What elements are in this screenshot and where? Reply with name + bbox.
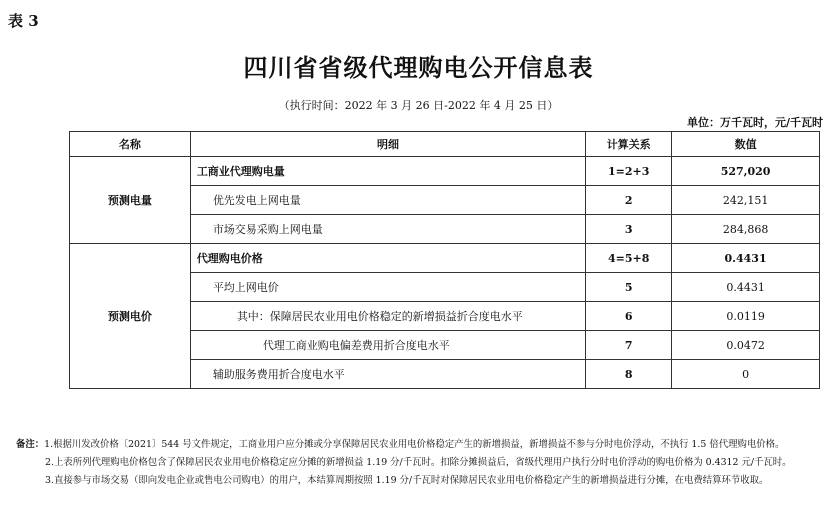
note-item	[16, 436, 831, 454]
table-header-row	[70, 132, 820, 157]
notes-section	[16, 436, 831, 490]
row-value: 0.4431	[672, 273, 820, 302]
row-value: 0.0119	[672, 302, 820, 331]
row-detail: 其中：保障居民农业用电价格稳定的新增损益折合度电水平	[190, 302, 585, 331]
row-value: 527,020	[672, 157, 820, 186]
row-relation: 2	[586, 186, 672, 215]
row-detail: 代理购电价格	[190, 244, 585, 273]
row-relation: 5	[586, 273, 672, 302]
notes-prefix: 备注：	[16, 439, 45, 450]
table-label: 表 3	[8, 12, 39, 30]
unit-note: 单位：万千瓦时，元/千瓦时	[686, 116, 823, 129]
note-item	[16, 472, 831, 490]
note-item	[16, 454, 831, 472]
row-detail: 代理工商业购电偏差费用折合度电水平	[190, 331, 585, 360]
row-detail: 平均上网电价	[190, 273, 585, 302]
header-detail: 明细	[190, 132, 585, 157]
info-table	[69, 131, 820, 389]
header-name: 名称	[70, 132, 191, 157]
page-title: 四川省省级代理购电公开信息表	[243, 53, 594, 82]
row-value: 0.0472	[672, 331, 820, 360]
row-relation: 8	[586, 360, 672, 389]
row-relation: 1=2+3	[586, 157, 672, 186]
group-forecast-volume: 预测电量	[70, 157, 191, 244]
group-forecast-price: 预测电价	[70, 244, 191, 389]
row-detail: 辅助服务费用折合度电水平	[190, 360, 585, 389]
row-relation: 3	[586, 215, 672, 244]
row-value: 0.4431	[672, 244, 820, 273]
header-relation: 计算关系	[586, 132, 672, 157]
row-value: 242,151	[672, 186, 820, 215]
row-relation: 6	[586, 302, 672, 331]
row-value: 284,868	[672, 215, 820, 244]
row-detail: 工商业代理购电量	[190, 157, 585, 186]
note-text: 3.直接参与市场交易（即向发电企业或售电公司购电）的用户，本结算周期按照 1.19 分/千瓦时对保障居民农业用电价格稳定产生的新增损益进行分摊，在电费结算环节收取。	[45, 475, 769, 486]
note-text: 2.上表所列代理购电价格包含了保障居民农业用电价格稳定应分摊的新增损益 1.19 分/千瓦时。扣除分摊损益后，省级代理用户执行分时电价浮动的购电价格为 0.4312 元/千瓦时。	[45, 457, 792, 468]
row-detail: 市场交易采购上网电量	[190, 215, 585, 244]
row-value: 0	[672, 360, 820, 389]
row-detail: 优先发电上网电量	[190, 186, 585, 215]
note-text: 1.根据川发改价格〔2021〕544 号文件规定，工商业用户应分摊或分享保障居民农业用电价格稳定产生的新增损益，新增损益不参与分时电价浮动，不执行 1.5 倍代理购电价格。	[44, 439, 785, 450]
header-value: 数值	[672, 132, 820, 157]
table-row	[70, 157, 820, 186]
row-relation: 7	[586, 331, 672, 360]
execution-period: （执行时间：2022 年 3 月 26 日-2022 年 4 月 25 日）	[278, 99, 559, 112]
table-row	[70, 244, 820, 273]
row-relation: 4=5+8	[586, 244, 672, 273]
